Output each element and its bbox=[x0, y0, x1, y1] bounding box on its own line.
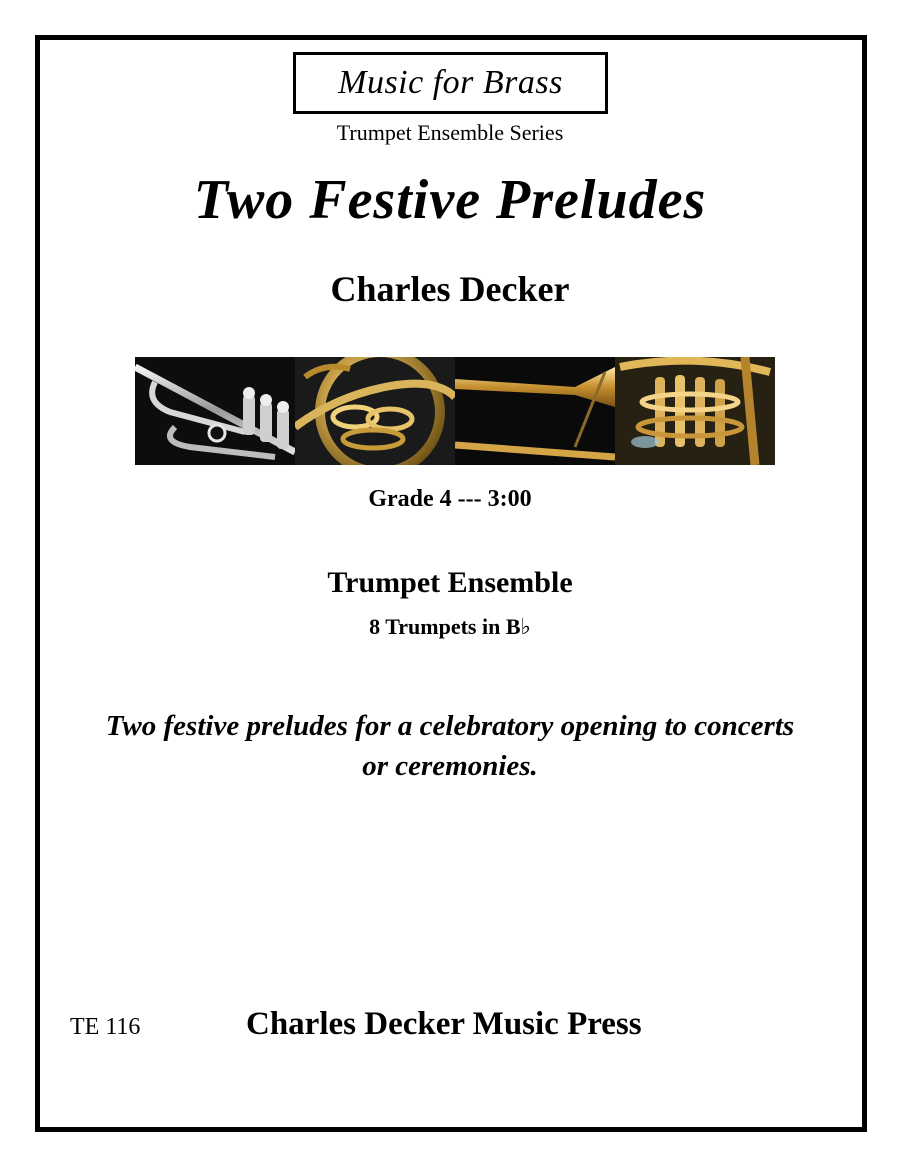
french-horn-photo bbox=[295, 357, 455, 465]
publisher-name: Charles Decker Music Press bbox=[246, 1006, 642, 1042]
tuba-photo bbox=[615, 357, 775, 465]
composer-name: Charles Decker bbox=[330, 269, 570, 309]
catalog-number: TE 116 bbox=[70, 1014, 141, 1040]
series-title-box bbox=[293, 52, 608, 114]
instrumentation: 8 Trumpets in B♭ bbox=[369, 614, 531, 639]
piece-title: Two Festive Preludes bbox=[193, 169, 707, 231]
trumpet-photo bbox=[135, 357, 295, 465]
series-subtitle: Trumpet Ensemble Series bbox=[336, 120, 564, 145]
instrument-photo-strip bbox=[135, 357, 775, 465]
trombone-photo bbox=[455, 357, 615, 465]
piece-description: Two festive preludes for a celebratory opening to concerts or ceremonies. bbox=[105, 710, 795, 782]
grade-duration: Grade 4 --- 3:00 bbox=[368, 486, 532, 512]
ensemble-type: Trumpet Ensemble bbox=[327, 566, 573, 599]
series-title: Music for Brass bbox=[338, 64, 563, 101]
